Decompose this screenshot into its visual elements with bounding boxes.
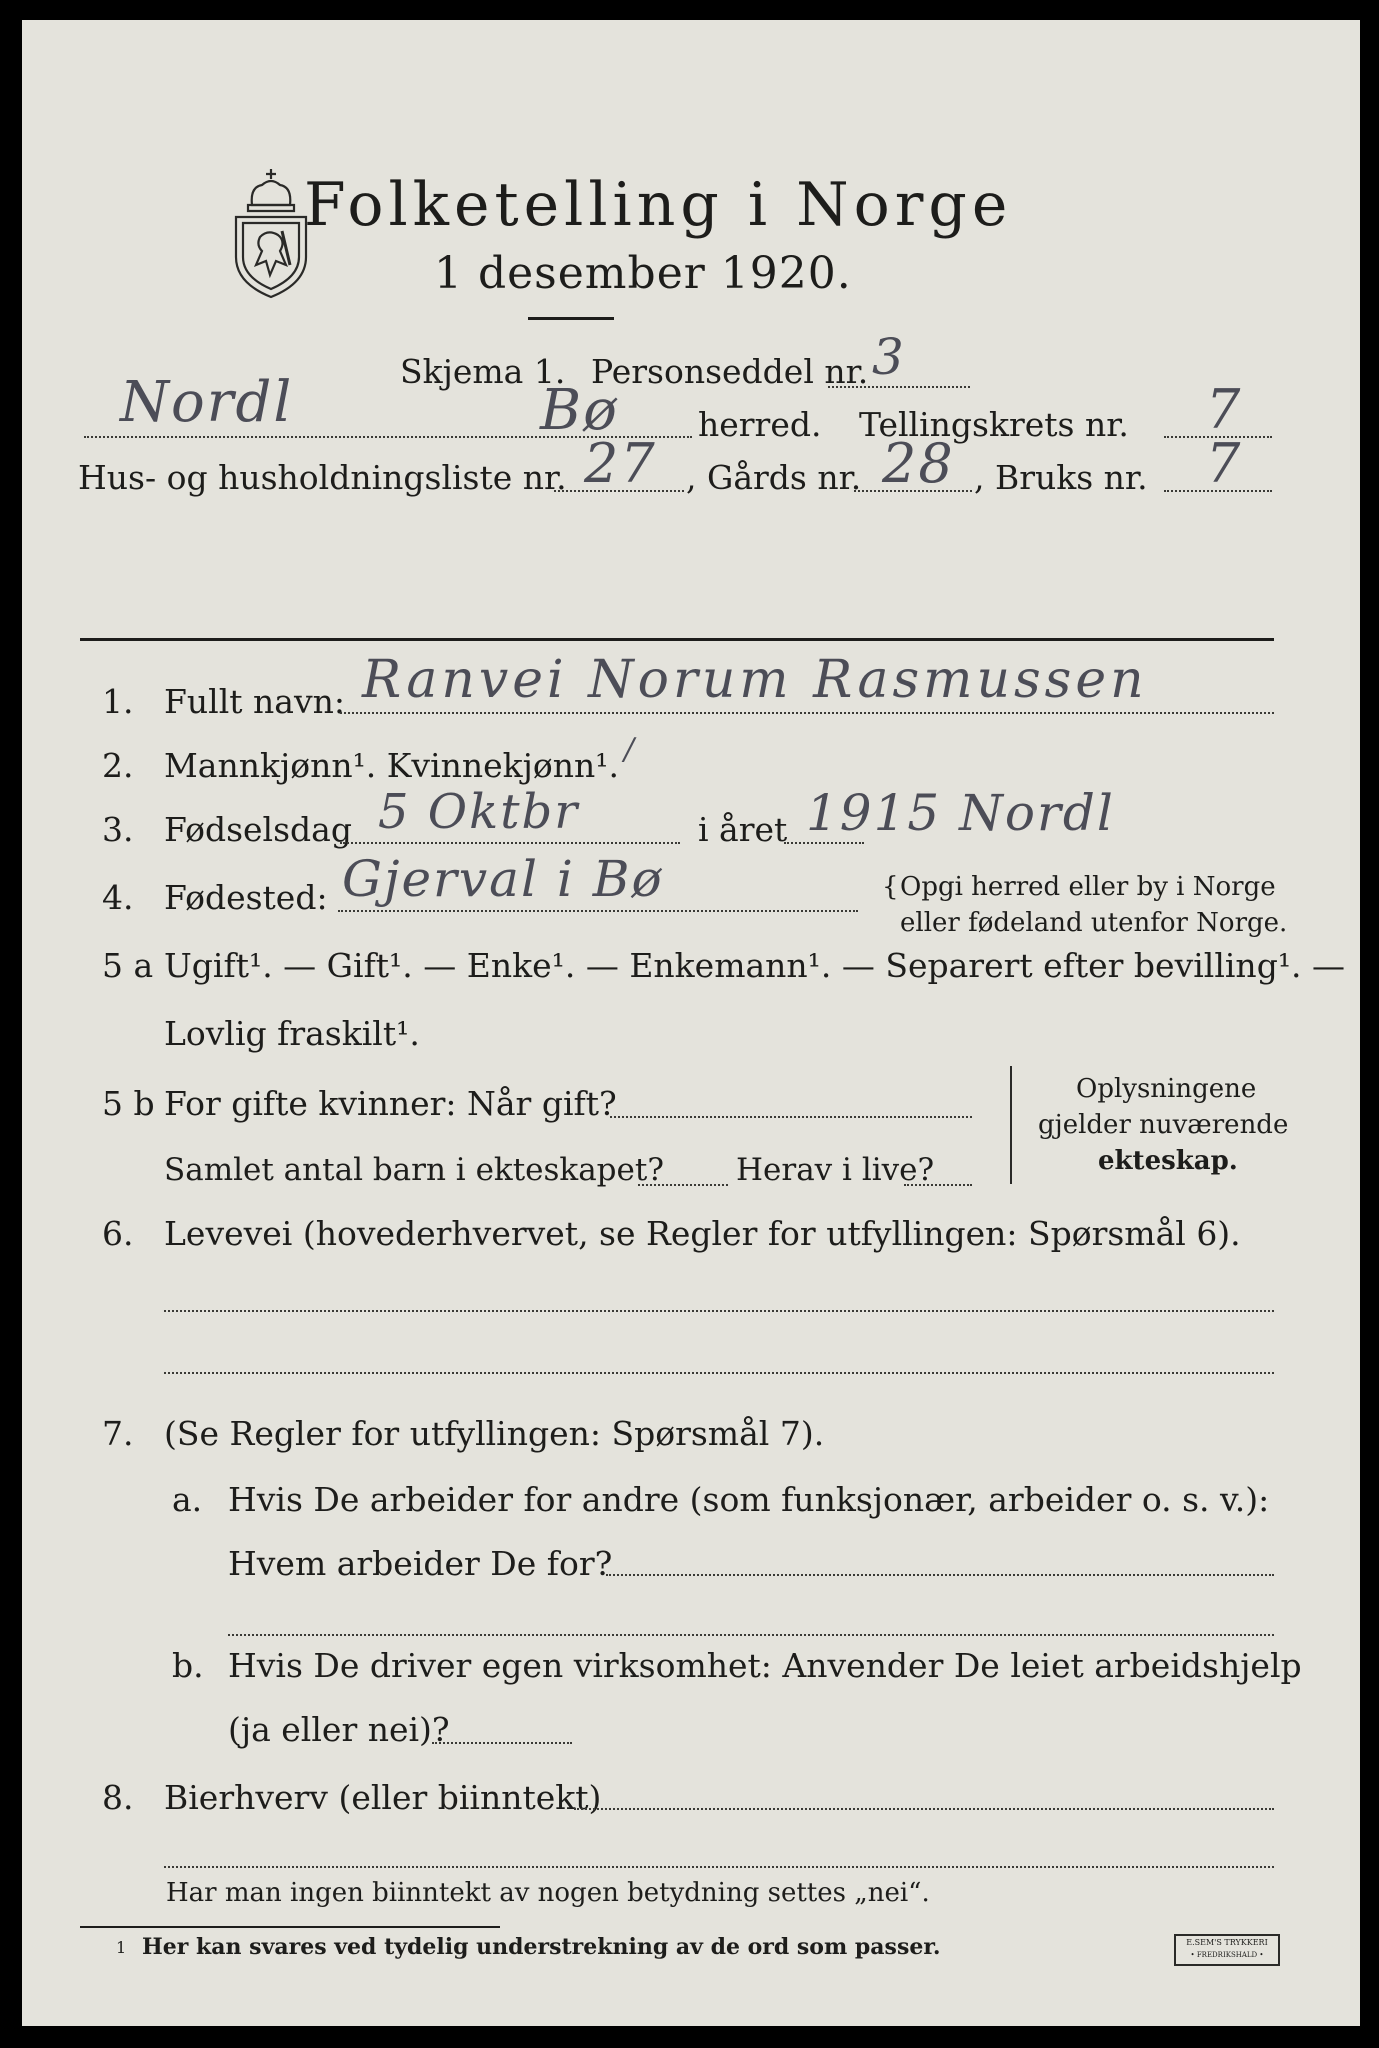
- herred-value-2[interactable]: Bø: [540, 378, 619, 443]
- title-divider: [528, 317, 614, 320]
- birthplace-value[interactable]: Gjerval i Bø: [342, 850, 664, 908]
- q5b-when-married-label: For gifte kvinner: Når gift?: [164, 1084, 617, 1123]
- q7b-line-2: (ja eller nei)?: [228, 1710, 450, 1749]
- q4-note-1: Opgi herred eller by i Norge: [900, 872, 1276, 902]
- q1-number: 1.: [102, 682, 134, 721]
- marital-status-options-2[interactable]: Lovlig fraskilt¹.: [164, 1014, 420, 1053]
- aaret-line: [784, 842, 864, 844]
- skjema-label: Skjema 1.: [400, 352, 566, 391]
- q5b-note-3: ekteskap.: [1098, 1146, 1238, 1176]
- q8-number: 8.: [102, 1778, 134, 1817]
- side-income-line-1: [574, 1808, 1274, 1810]
- q3-label: Fødselsdag: [164, 810, 352, 849]
- q5b-alive-label: Herav i live?: [736, 1152, 935, 1188]
- husliste-label: Hus- og husholdningsliste nr.: [78, 458, 567, 497]
- footnote-rule: [80, 1926, 500, 1928]
- q4-note-2: eller fødeland utenfor Norge.: [900, 908, 1288, 938]
- occupation-line-1: [164, 1310, 1274, 1312]
- personseddel-line: [828, 386, 970, 388]
- printer-mark: [1174, 1934, 1280, 1966]
- q5b-note-2: gjelder nuværende: [1038, 1110, 1289, 1140]
- q8-note: Har man ingen biinntekt av nogen betydning settes „nei“.: [166, 1878, 930, 1908]
- printer-line-2: • FREDRIKSHALD •: [1190, 1951, 1264, 1959]
- q7b-letter: b.: [172, 1646, 204, 1685]
- marital-status-options[interactable]: Ugift¹. — Gift¹. — Enke¹. — Enkemann¹. — Separert efter bevilling¹. —: [164, 946, 1346, 985]
- q2-number: 2.: [102, 746, 134, 785]
- q1-line: [340, 712, 1274, 714]
- bruks-label: , Bruks nr.: [974, 458, 1148, 497]
- gender-mark: /: [624, 732, 637, 767]
- census-date: 1 desember 1920.: [434, 248, 852, 299]
- q6-label: Levevei (hovederhvervet, se Regler for utfyllingen: Spørsmål 6).: [164, 1214, 1241, 1253]
- aaret-label: i året: [698, 810, 788, 849]
- birthplace-line: [338, 910, 858, 912]
- birthdate-line: [340, 842, 680, 844]
- q5b-brace: [1010, 1066, 1022, 1184]
- q7a-line-2: Hvem arbeider De for?: [228, 1544, 613, 1583]
- husliste-value[interactable]: 27: [584, 432, 657, 495]
- gards-label: , Gårds nr.: [686, 458, 862, 497]
- q7a-line-1: Hvis De arbeider for andre (som funksjonær, arbeider o. s. v.):: [228, 1480, 1270, 1519]
- q7-number: 7.: [102, 1414, 134, 1453]
- tellingskrets-label: Tellingskrets nr.: [859, 405, 1129, 444]
- q5a-number: 5 a: [102, 946, 154, 985]
- q4-note-brace: {: [882, 872, 899, 902]
- employer-line-2: [228, 1634, 1274, 1636]
- bruks-value[interactable]: 7: [1206, 432, 1243, 495]
- herred-label: herred.: [698, 405, 822, 444]
- q5b-children-label: Samlet antal barn i ekteskapet?: [164, 1152, 664, 1188]
- when-married-line: [610, 1116, 972, 1118]
- q4-label: Fødested:: [164, 878, 328, 917]
- gards-value[interactable]: 28: [882, 432, 955, 495]
- birth-year-value[interactable]: 1915 Nordl: [806, 784, 1115, 842]
- q5b-note-1: Oplysningene: [1076, 1074, 1257, 1104]
- census-form: [22, 20, 1360, 2026]
- footnote-text: Her kan svares ved tydelig understrekning av de ord som passer.: [142, 1934, 941, 1960]
- employer-line-1: [606, 1574, 1274, 1576]
- form-title: Folketelling i Norge: [304, 170, 1013, 240]
- side-income-line-2: [164, 1866, 1274, 1868]
- q3-number: 3.: [102, 810, 134, 849]
- q1-label: Fullt navn:: [164, 682, 345, 721]
- header-rule: [80, 638, 1274, 641]
- personseddel-label: Personseddel nr.: [591, 352, 869, 391]
- footnote-mark: 1: [116, 1938, 127, 1957]
- occupation-line-2: [164, 1372, 1274, 1374]
- q6-number: 6.: [102, 1214, 134, 1253]
- full-name-value[interactable]: Ranvei Norum Rasmussen: [362, 650, 1148, 710]
- printer-line-1: E.SEM'S TRYKKERI: [1186, 1938, 1268, 1947]
- q7a-letter: a.: [172, 1480, 203, 1519]
- gender-options[interactable]: Mannkjønn¹. Kvinnekjønn¹.: [164, 746, 619, 785]
- q8-label: Bierhverv (eller biinntekt): [164, 1778, 602, 1817]
- alive-line: [904, 1184, 972, 1186]
- herred-value[interactable]: Nordl: [120, 370, 294, 435]
- norway-coat-of-arms-icon: [230, 165, 312, 300]
- birthdate-value[interactable]: 5 Oktbr: [378, 784, 580, 840]
- tellingskrets-value[interactable]: 7: [1206, 378, 1243, 441]
- q7b-line-1: Hvis De driver egen virksomhet: Anvender De leiet arbeidshjelp: [228, 1646, 1302, 1685]
- hired-help-line: [432, 1742, 572, 1744]
- q4-number: 4.: [102, 878, 134, 917]
- personseddel-value[interactable]: 3: [872, 328, 906, 386]
- q7-label: (Se Regler for utfyllingen: Spørsmål 7).: [164, 1414, 825, 1453]
- q5b-number: 5 b: [102, 1084, 155, 1123]
- children-line: [638, 1184, 728, 1186]
